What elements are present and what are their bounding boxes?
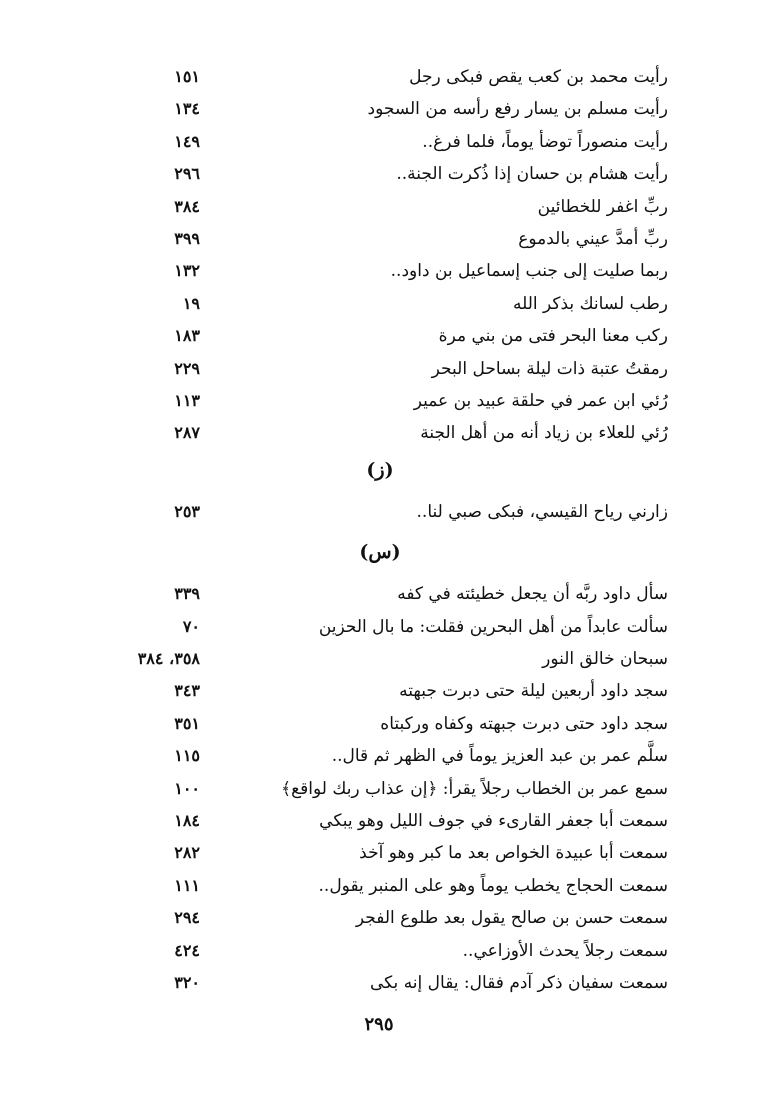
entry-text: ربِّ اغفر للخطائين (537, 196, 668, 217)
index-entry (0, 676, 758, 706)
entry-text: سأل داود ربَّه أن يجعل خطيئته في كفه (397, 584, 668, 605)
entry-page-number: ١٩ (182, 293, 200, 313)
entry-page-number: ١٠٠ (174, 778, 200, 798)
entry-page-number: ٣٩٩ (174, 229, 200, 248)
index-entry (0, 94, 758, 124)
entry-text: رأيت هشام بن حسان إذا ذُكرت الجنة.. (396, 164, 668, 185)
entry-page-number: ٣٥٨، ٣٨٤ (137, 649, 200, 668)
entry-text: سمعت الحجاج يخطب يوماً وهو على المنبر يقول.. (318, 875, 668, 896)
entry-page-number: ٢٩٤ (174, 908, 200, 928)
index-entry (0, 774, 758, 804)
entry-text: زارني رياح القيسي، فبكى صبي لنا.. (416, 501, 668, 522)
index-entry (0, 497, 758, 527)
entry-page-number: ٤٢٤ (174, 940, 200, 960)
index-entry (0, 321, 758, 351)
index-entry (0, 741, 758, 771)
page-number: ٢٩٥ (364, 1014, 394, 1035)
index-entry (0, 289, 758, 319)
section-heading: (س) (359, 541, 401, 564)
index-entry (0, 192, 758, 222)
entry-page-number: ١١١ (174, 875, 200, 895)
section-heading: (ز) (366, 458, 394, 481)
entry-text: سمعت أبا عبيدة الخواص بعد ما كبر وهو آخذ (359, 843, 668, 864)
entry-text: رطب لسانك بذكر الله (512, 293, 668, 314)
entry-text: سمع عمر بن الخطاب رجلاً يقرأ: ﴿إن عذاب ربك لواقع﴾ (281, 778, 668, 799)
index-entry (0, 256, 758, 286)
entry-page-number: ٢٨٧ (174, 423, 200, 443)
entry-page-number: ١٣٢ (174, 261, 200, 281)
entry-page-number: ١١٥ (174, 746, 200, 766)
index-entry (0, 418, 758, 448)
entry-text: رأيت منصوراً توضأ يوماً، فلما فرغ.. (422, 131, 668, 152)
entry-page-number: ٣٤٣ (174, 681, 200, 701)
entry-text: رُئي للعلاء بن زياد أنه من أهل الجنة (420, 423, 668, 444)
entry-page-number: ١١٣ (174, 391, 200, 410)
index-entry (0, 903, 758, 933)
index-entry (0, 871, 758, 901)
index-entry (0, 936, 758, 966)
entry-text: ربما صليت إلى جنب إسماعيل بن داود.. (390, 261, 668, 282)
entry-page-number: ٢٥٣ (174, 501, 200, 521)
entry-page-number: ٢٨٢ (174, 843, 200, 863)
entry-page-number: ٣٨٤ (174, 196, 200, 216)
entry-page-number: ٧٠ (182, 616, 200, 636)
entry-text: سألت عابداً من أهل البحرين فقلت: ما بال الحزين (318, 616, 668, 637)
index-entry (0, 644, 758, 674)
index-entry (0, 838, 758, 868)
entry-text: سجد داود حتى دبرت جبهته وكفاه وركبتاه (380, 713, 668, 734)
index-entry (0, 354, 758, 384)
entry-page-number: ٢٢٩ (174, 358, 200, 378)
entry-page-number: ٣٥١ (174, 713, 200, 733)
index-entry (0, 968, 758, 998)
entry-text: رأيت محمد بن كعب يقص فبكى رجل (409, 67, 668, 87)
entry-page-number: ١٨٣ (174, 326, 200, 346)
index-entry (0, 224, 758, 254)
entry-text: رأيت مسلم بن يسار رفع رأسه من السجود (367, 99, 668, 120)
entry-text: رمقتُ عتبة ذات ليلة بساحل البحر (431, 358, 668, 379)
entry-text: سمعت أبا جعفر القارىء في جوف الليل وهو يبكي (319, 811, 668, 831)
entry-text: رُئي ابن عمر في حلقة عبيد بن عمير (413, 391, 668, 411)
entry-page-number: ١٤٩ (174, 131, 200, 151)
entry-page-number: ١٣٤ (174, 99, 200, 119)
entry-text: ربِّ أمدَّ عيني بالدموع (518, 229, 668, 249)
entry-page-number: ٣٣٩ (174, 584, 200, 604)
index-entry (0, 612, 758, 642)
entry-text: سجد داود أربعين ليلة حتى دبرت جبهته (399, 681, 668, 702)
entry-text: ركب معنا البحر فتى من بني مرة (438, 326, 668, 347)
entry-page-number: ٢٩٦ (174, 164, 200, 184)
index-entry (0, 62, 758, 92)
entry-text: سلَّم عمر بن عبد العزيز يوماً في الظهر ثم قال.. (331, 746, 668, 767)
entry-text: سبحان خالق النور (542, 649, 668, 669)
index-entry (0, 579, 758, 609)
index-entry (0, 709, 758, 739)
index-entry (0, 386, 758, 416)
index-entry (0, 806, 758, 836)
entry-text: سمعت سفيان ذكر آدم فقال: يقال إنه بكى (370, 973, 668, 993)
entry-text: سمعت رجلاً يحدث الأوزاعي.. (462, 940, 668, 961)
index-entry (0, 127, 758, 157)
entry-page-number: ١٨٤ (174, 811, 200, 830)
index-entry (0, 159, 758, 189)
entry-page-number: ٣٢٠ (174, 973, 200, 992)
entry-page-number: ١٥١ (174, 67, 200, 86)
entry-text: سمعت حسن بن صالح يقول بعد طلوع الفجر (355, 908, 668, 929)
